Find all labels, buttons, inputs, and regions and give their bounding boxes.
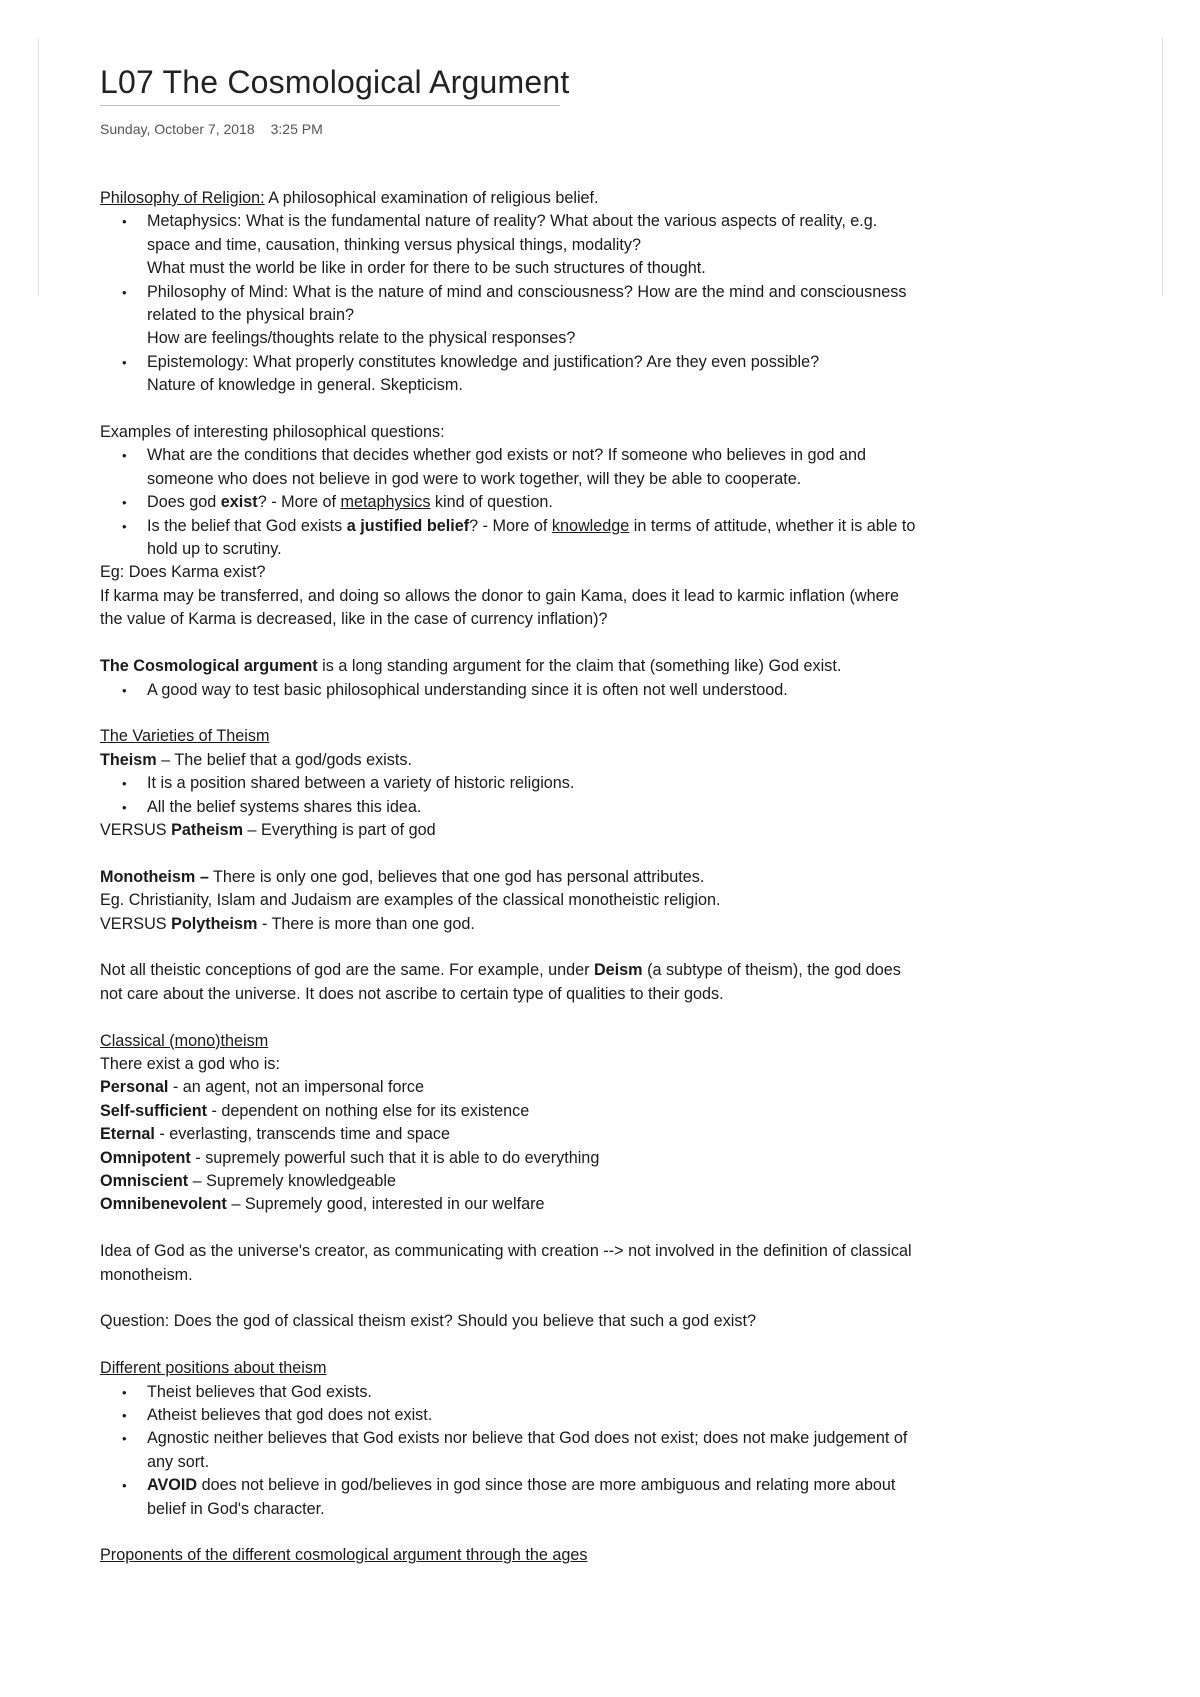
attribute-omnipotent (100, 1147, 920, 1170)
section-heading: Philosophy of Religion: (100, 189, 265, 207)
list-item-text: • Philosophy of Mind: What is the nature of mind and consciousness? How are the mind and consciousness related to the physical brain? (147, 282, 907, 325)
spacer (100, 632, 920, 655)
spacer (100, 936, 920, 959)
bold-term: Monotheism – (100, 867, 209, 886)
text: does not believe in god/believes in god since those are more ambiguous and relating more about belief in God's character. (147, 1476, 896, 1518)
list-item-text: What must the world be like in order for there to be such structures of thought. (147, 259, 706, 278)
list-item: • It is a position shared between a variety of historic religions. (100, 772, 920, 795)
bold-term: AVOID (147, 1476, 198, 1495)
monotheism-example: Eg. Christianity, Islam and Judaism are examples of the classical monotheistic religion. (100, 891, 721, 910)
list-item (100, 515, 920, 562)
list-item (100, 491, 920, 514)
karma-paragraph: If karma may be transferred, and doing so allows the donor to gain Kama, does it lead to karmic inflation (where the value of Karma is decreased, like in the case of currency inflation)? (100, 586, 899, 629)
text: There is only one god, believes that one god has personal attributes. (208, 867, 705, 886)
text: in terms of attitude, whether it is able to hold up to scrutiny. (147, 516, 916, 559)
list-item-text: Nature of knowledge in general. Skepticism. (147, 376, 463, 395)
attribute-omnibenevolent (100, 1193, 920, 1216)
page-frame-right (1162, 38, 1163, 296)
patheism-definition (100, 819, 920, 842)
bold-term: Omniscient (100, 1171, 189, 1190)
spacer (100, 1287, 920, 1310)
underlined-term: metaphysics (340, 493, 431, 512)
text: (a subtype of theism), the god does not care about the universe. It does not ascribe to certain type of qualities to their gods. (100, 961, 901, 1003)
text: – Everything is part of god (243, 820, 436, 839)
bold-term: Personal (100, 1078, 169, 1097)
note-body (100, 187, 920, 1568)
attribute-personal (100, 1076, 920, 1099)
list-item-text: • Epistemology: What properly constitutes knowledge and justification? Are they even possible? (147, 352, 820, 371)
bold-term: Self-sufficient (100, 1101, 208, 1120)
cosmological-paragraph (100, 655, 920, 678)
list-item: • Atheist believes that god does not exist. (100, 1404, 920, 1427)
list-item (100, 281, 920, 351)
text: is a long standing argument for the claim that (something like) God exist. (317, 657, 842, 676)
list-item (100, 210, 920, 280)
spacer (100, 398, 920, 421)
polytheism-definition (100, 913, 920, 936)
cosmological-list (100, 679, 920, 702)
creator-paragraph: Idea of God as the universe's creator, as communicating with creation --> not involved in the definition of classical monotheism. (100, 1242, 912, 1284)
spacer (100, 702, 920, 725)
list-item: • What are the conditions that decides whether god exists or not? If someone who believes in god and someone who does not believe in god were to work together, will they be able to cooperate. (100, 444, 920, 491)
text: - There is more than one god. (257, 914, 475, 933)
list-item-text: • Metaphysics: What is the fundamental nature of reality? What about the various aspects of reality, e.g. space and time, causation, thinking versus physical things, modality? (147, 212, 878, 254)
page-date: Sunday, October 7, 2018 (100, 121, 255, 137)
text: Is the belief that God exists (147, 516, 347, 535)
text: VERSUS (100, 914, 172, 933)
theism-definition (100, 749, 920, 772)
list-item: • A good way to test basic philosophical understanding since it is often not well understood. (100, 679, 920, 702)
bold-term: Patheism (171, 820, 244, 839)
bold-term: Eternal (100, 1125, 155, 1144)
list-item: • All the belief systems shares this idea. (100, 796, 920, 819)
example-line: Eg: Does Karma exist? (100, 563, 266, 582)
underlined-term: knowledge (551, 516, 630, 535)
text: kind of question. (430, 493, 553, 512)
text: Not all theistic conceptions of god are the same. For example, under (100, 961, 594, 980)
section-heading: Examples of interesting philosophical questions: (100, 423, 445, 442)
bold-term: Polytheism (171, 914, 258, 933)
section-intro: There exist a god who is: (100, 1054, 280, 1073)
list-item (100, 1474, 920, 1521)
bold-term: exist (220, 493, 258, 512)
spacer (100, 842, 920, 865)
page-title: L07 The Cosmological Argument (100, 64, 560, 106)
section-heading: The Varieties of Theism (100, 727, 270, 746)
section-heading: Classical (mono)theism (100, 1031, 269, 1050)
philosophy-branches-list (100, 210, 920, 397)
list-item-text: How are feelings/thoughts relate to the physical responses? (147, 329, 576, 348)
spacer (100, 1217, 920, 1240)
text: - an agent, not an impersonal force (168, 1078, 424, 1097)
list-item (100, 351, 920, 398)
section-philosophy-of-religion (100, 187, 920, 210)
text: VERSUS (100, 820, 172, 839)
bold-term: Omnipotent (100, 1148, 191, 1167)
bold-term: Deism (593, 961, 643, 980)
section-heading: Different positions about theism (100, 1359, 327, 1378)
attribute-self-sufficient (100, 1100, 920, 1123)
text: - everlasting, transcends time and space (154, 1125, 451, 1144)
list-item: • Theist believes that God exists. (100, 1381, 920, 1404)
text: - supremely powerful such that it is able to do everything (190, 1148, 600, 1167)
text: – The belief that a god/gods exists. (156, 750, 412, 769)
attribute-eternal (100, 1123, 920, 1146)
page-time: 3:25 PM (270, 121, 323, 137)
spacer (100, 1334, 920, 1357)
list-item: • Agnostic neither believes that God exists nor believe that God does not exist; does not make judgement of any sort. (100, 1427, 920, 1474)
text: – Supremely good, interested in our welfare (226, 1195, 545, 1214)
section-heading: Proponents of the different cosmological argument through the ages (100, 1546, 588, 1565)
deism-paragraph (100, 959, 920, 1006)
spacer (100, 1006, 920, 1029)
spacer (100, 1521, 920, 1544)
attribute-omniscient (100, 1170, 920, 1193)
bold-term: The Cosmological argument (100, 657, 318, 676)
bold-term: Omnibenevolent (100, 1195, 227, 1214)
page-frame-left (38, 38, 39, 296)
text: – Supremely knowledgeable (188, 1171, 397, 1190)
text: ? - More of (257, 493, 341, 512)
questions-list (100, 444, 920, 561)
text: - dependent on nothing else for its existence (207, 1101, 530, 1120)
page-timestamp (100, 121, 323, 137)
bold-term: Theism (100, 750, 157, 769)
text: Does god (147, 493, 221, 512)
theism-list (100, 772, 920, 819)
section-intro: A philosophical examination of religious belief. (264, 189, 599, 207)
monotheism-definition (100, 866, 920, 889)
bold-term: a justified belief (346, 516, 470, 535)
text: ? - More of (469, 516, 552, 535)
question-paragraph: Question: Does the god of classical theism exist? Should you believe that such a god exist? (100, 1312, 756, 1331)
positions-list (100, 1381, 920, 1521)
